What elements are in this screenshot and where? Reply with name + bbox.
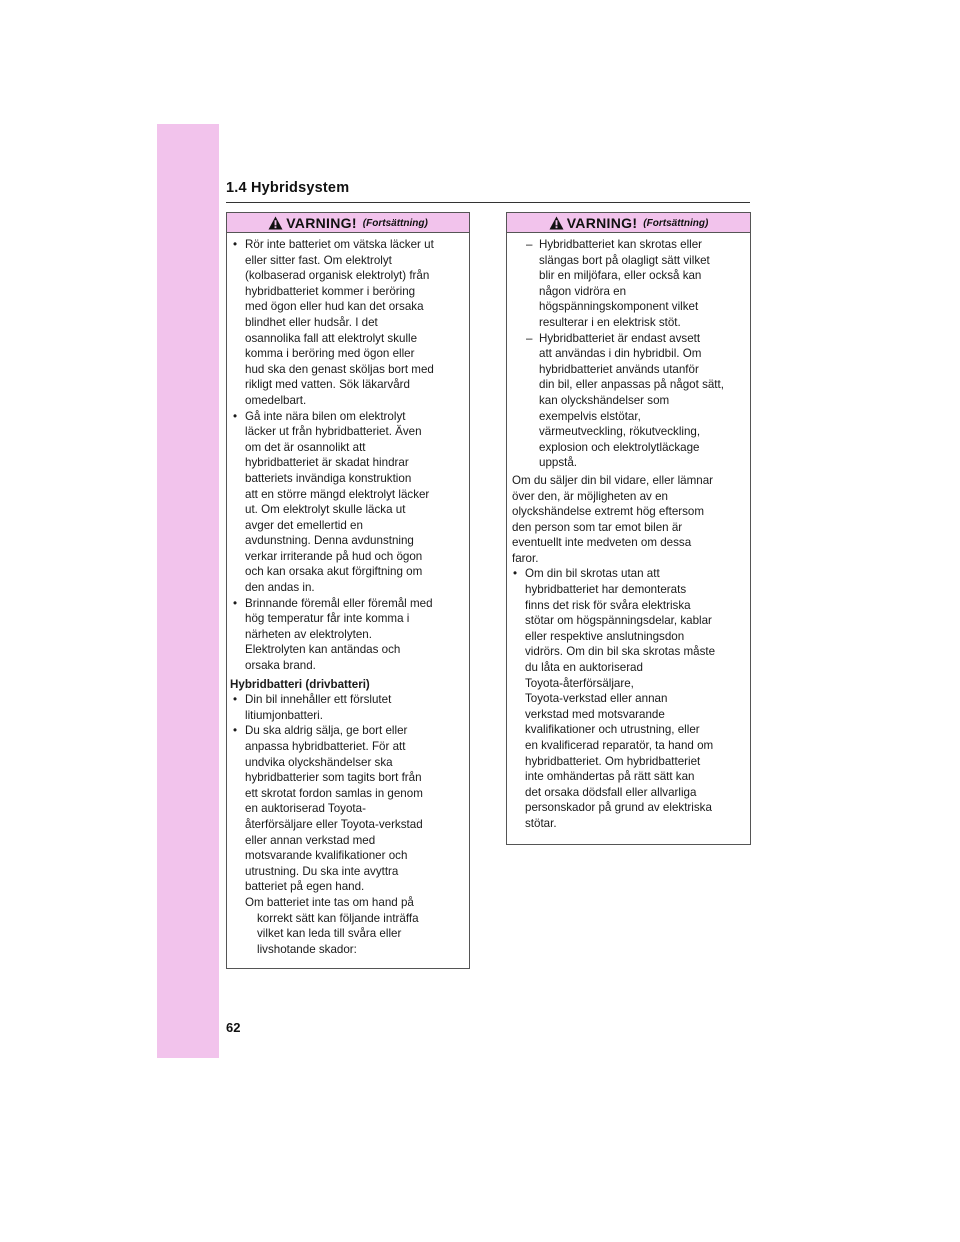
text-line: eller sitter fast. Om elektrolyt xyxy=(245,253,392,267)
warning-paragraph xyxy=(230,895,464,957)
text-line: Om du säljer din bil vidare, eller lämnar xyxy=(512,473,714,487)
text-line: exempelvis elstötar, xyxy=(539,409,641,423)
text-line: någon vidröra en xyxy=(539,284,627,298)
text-line: komma i beröring med ögon eller xyxy=(245,347,415,361)
text-line: Du ska aldrig sälja, ge bort eller xyxy=(245,724,408,738)
list-item xyxy=(230,596,464,674)
text-line: Elektrolyten kan antändas och xyxy=(245,643,401,657)
text-line: din bil, eller anpassas på något sätt, xyxy=(539,378,724,392)
text-line: Toyota-återförsäljare, xyxy=(525,676,634,690)
text-line: Rör inte batteriet om vätska läcker ut xyxy=(245,238,434,251)
text-line: Din bil innehåller ett förslutet xyxy=(245,693,392,707)
text-line: litiumjonbatteri. xyxy=(245,708,323,722)
bullet-mark: • xyxy=(233,724,238,738)
text-line: hög temperatur får inte komma i xyxy=(245,612,410,626)
warning-body xyxy=(507,233,750,832)
text-line: återförsäljare eller Toyota-verkstad xyxy=(245,817,423,831)
text-line: Brinnande föremål eller föremål med xyxy=(245,596,433,610)
warning-body xyxy=(227,233,469,957)
text-line: Hybridbatteriet är endast avsett xyxy=(539,331,701,345)
text-line: den andas in. xyxy=(245,581,315,595)
text-line: och kan orsaka akut förgiftning om xyxy=(245,565,423,579)
text-line: en auktoriserad Toyota- xyxy=(245,802,366,816)
bullet-mark: • xyxy=(233,693,238,707)
text-line: (kolbaserad organisk elektrolyt) från xyxy=(245,269,430,283)
text-line: Gå inte nära bilen om elektrolyt xyxy=(245,409,406,423)
text-line: värmeutveckling, rökutveckling, xyxy=(539,425,701,439)
text-line: närheten av elektrolyten. xyxy=(245,627,372,641)
page-number: 62 xyxy=(226,1020,241,1035)
text-line: om det är osannolikt att xyxy=(245,440,366,454)
warning-triangle-icon xyxy=(268,216,283,230)
text-line: avdunstning. Denna avdunstning xyxy=(245,534,414,548)
text-line: en kvalificerad reparatör, ta hand om xyxy=(525,739,714,752)
text-line: stötar om högspänningsdelar, kablar xyxy=(525,614,712,628)
warning-paragraph xyxy=(510,473,745,567)
dash-mark: – xyxy=(526,238,533,251)
text-line: rikligt med vatten. Sök läkarvård xyxy=(245,378,410,392)
warning-subtitle: (Fortsättning) xyxy=(362,218,428,229)
text-line: Om din bil skrotas utan att xyxy=(525,567,660,581)
text-line: eller respektive anslutningsdon xyxy=(525,629,685,643)
text-line: faror. xyxy=(512,551,539,565)
text-line: undvika olyckshändelser ska xyxy=(245,755,393,769)
text-line: batteriet på egen hand. xyxy=(245,880,365,894)
text-line: verkstad med motsvarande xyxy=(525,707,665,721)
text-line: ut. Om elektrolyt skulle läcka ut xyxy=(245,503,406,517)
text-line: ett skrotat fordon samlas in genom xyxy=(245,786,423,800)
warning-header xyxy=(227,213,469,233)
text-line: omedelbart. xyxy=(245,393,307,407)
warning-title: VARNING! xyxy=(566,214,638,231)
text-line: Toyota-verkstad eller annan xyxy=(525,692,668,706)
text-line: eller annan verkstad med xyxy=(245,833,376,847)
text-line: blir en miljöfara, eller också kan xyxy=(539,269,702,283)
list-item xyxy=(230,409,464,596)
text-line: läcker ut från hybridbatteriet. Även xyxy=(245,425,422,439)
list-item xyxy=(230,723,464,895)
text-line: korrekt sätt kan följande inträffa xyxy=(257,911,419,925)
text-line: livshotande skador: xyxy=(257,942,357,956)
text-line: att en större mängd elektrolyt läcker xyxy=(245,487,430,501)
text-line: avger det emellertid en xyxy=(245,518,363,532)
text-line: hybridbatteriet är skadat hindrar xyxy=(245,456,409,470)
section-header xyxy=(226,180,750,203)
side-color-strip xyxy=(157,124,219,1058)
list-item xyxy=(510,237,745,331)
warning-triangle-icon xyxy=(549,216,564,230)
text-line: resulterar i en elektrisk stöt. xyxy=(539,315,681,329)
text-line: motsvarande kvalifikationer och xyxy=(245,849,408,863)
bullet-mark: • xyxy=(513,567,518,581)
text-line: stötar. xyxy=(525,816,557,830)
subheading: Hybridbatteri (drivbatteri) xyxy=(230,677,370,691)
text-line: vidrörs. Om din bil ska skrotas måste xyxy=(525,645,716,659)
warning-subtitle: (Fortsättning) xyxy=(643,218,709,229)
warning-header xyxy=(507,213,750,233)
text-line: eventuellt inte medveten om dessa xyxy=(512,536,692,550)
text-line: verkar irriterande på hud och ögon xyxy=(245,549,423,563)
text-line: hybridbatteriet. Om hybridbatteriet xyxy=(525,754,701,768)
text-line: hybridbatteriet används utanför xyxy=(539,362,699,376)
text-line: orsaka brand. xyxy=(245,659,316,673)
list-item xyxy=(230,237,464,409)
list-item xyxy=(510,331,745,471)
bullet-mark: • xyxy=(233,596,238,610)
text-line: du låta en auktoriserad xyxy=(525,661,643,675)
text-line: blindhet eller hudsår. I det xyxy=(245,315,378,329)
text-line: hybridbatterier som tagits bort från xyxy=(245,771,422,785)
text-line: det orsaka dödsfall eller allvarliga xyxy=(525,785,697,799)
text-line: anpassa hybridbatteriet. För att xyxy=(245,740,406,753)
text-line: Om batteriet inte tas om hand på xyxy=(245,895,414,909)
text-line: utrustning. Du ska inte avyttra xyxy=(245,864,399,878)
text-line: högspänningskomponent vilket xyxy=(539,300,699,314)
list-item xyxy=(230,692,464,723)
text-line: slängas bort på olagligt sätt vilket xyxy=(539,253,710,267)
text-line: olyckshändelse extremt hög eftersom xyxy=(512,505,705,519)
text-line: osannolika fall att elektrolyt skulle xyxy=(245,331,418,345)
bullet-mark: • xyxy=(233,238,238,251)
text-line: explosion och elektrolytläckage xyxy=(539,440,700,454)
text-line: personskador på grund av elektriska xyxy=(525,801,712,815)
dash-mark: – xyxy=(526,331,533,345)
text-line: över den, är möjligheten av en xyxy=(512,489,668,503)
text-line: med ögon eller hud kan det orsaka xyxy=(245,300,424,314)
warning-box-right xyxy=(506,212,751,845)
text-line: vilket kan leda till svåra eller xyxy=(257,927,402,941)
section-title: 1.4 Hybridsystem xyxy=(226,180,350,196)
text-line: hybridbatteriet kommer i beröring xyxy=(245,284,416,298)
text-line: att användas i din hybridbil. Om xyxy=(539,347,702,361)
text-line: kan olyckshändelser som xyxy=(539,393,670,407)
warning-title: VARNING! xyxy=(286,214,357,231)
text-line: hybridbatteriet har demonterats xyxy=(525,583,687,597)
text-line: batteriets invändiga konstruktion xyxy=(245,471,412,485)
text-line: inte omhändertas på rätt sätt kan xyxy=(525,770,695,784)
warning-box-left xyxy=(226,212,470,969)
bullet-mark: • xyxy=(233,409,238,423)
text-line: uppstå. xyxy=(539,456,578,470)
text-line: den person som tar emot bilen är xyxy=(512,520,683,534)
list-item xyxy=(510,566,745,831)
text-line: Hybridbatteriet kan skrotas eller xyxy=(539,238,703,251)
text-line: finns det risk för svåra elektriska xyxy=(525,598,691,612)
text-line: hud ska den genast sköljas bort med xyxy=(245,362,434,376)
text-line: kvalifikationer och utrustning, eller xyxy=(525,723,700,737)
